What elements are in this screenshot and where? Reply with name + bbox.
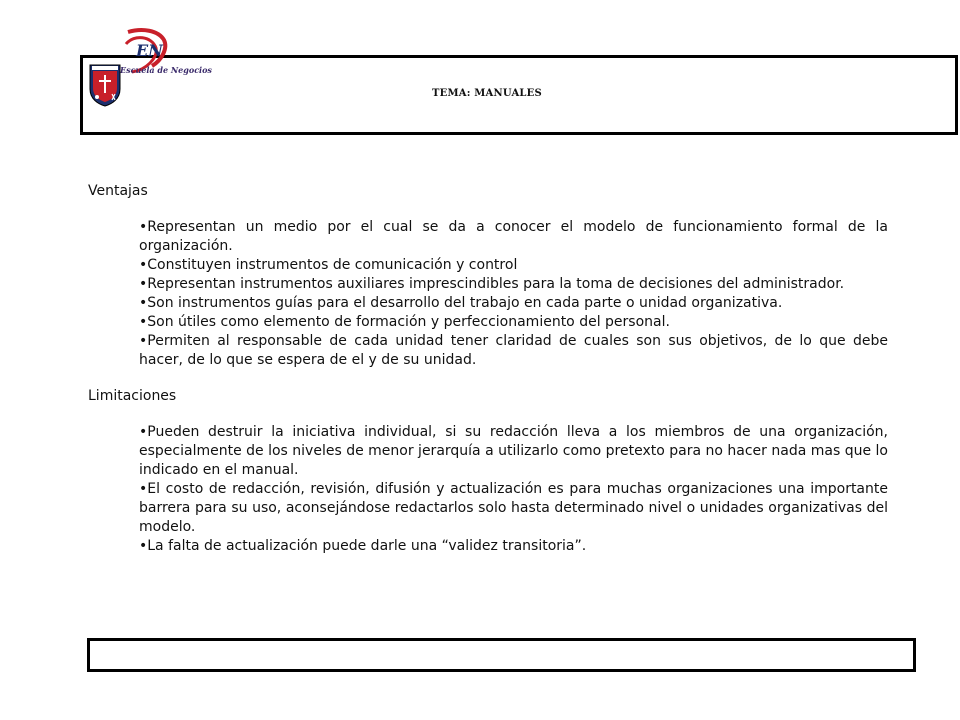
logo-text: Escuela de Negocios bbox=[120, 65, 212, 75]
list-item: •Son instrumentos guías para el desarrollo del trabajo en cada parte o unidad organizativa. bbox=[139, 295, 783, 311]
section-heading-limitaciones: Limitaciones bbox=[88, 388, 177, 404]
list-item: •Pueden destruir la iniciativa individual, si su redacción lleva a los miembros de una organización, especialmente de los niveles de menor jerarquía a utilizarlo como pretexto para no hacer nada mas que lo indicado en el manual. bbox=[139, 424, 888, 478]
list-item: •Son útiles como elemento de formación y perfeccionamiento del personal. bbox=[139, 314, 670, 330]
list-item: •Representan instrumentos auxiliares imprescindibles para la toma de decisiones del administrador. bbox=[139, 276, 845, 292]
ventajas-list bbox=[139, 218, 888, 370]
page-title: TEMA: MANUALES bbox=[432, 88, 542, 99]
list-item: •La falta de actualización puede darle una “validez transitoria”. bbox=[139, 538, 587, 554]
list-item: •Permiten al responsable de cada unidad tener claridad de cuales son sus objetivos, de lo que debe hacer, de lo que se espera de el y de su unidad. bbox=[139, 333, 888, 368]
section-heading-ventajas: Ventajas bbox=[88, 183, 148, 199]
list-item: •Constituyen instrumentos de comunicación y control bbox=[139, 257, 518, 273]
limitaciones-list bbox=[139, 423, 888, 556]
footer-box bbox=[87, 638, 916, 672]
shield-emblem-icon bbox=[88, 63, 122, 107]
list-item: •El costo de redacción, revisión, difusión y actualización es para muchas organizaciones una importante barrera para su uso, aconsejándose redactarlos solo hasta determinado nivel o unidades organizativas del modelo. bbox=[139, 481, 888, 535]
list-item: •Representan un medio por el cual se da a conocer el modelo de funcionamiento formal de la organización. bbox=[139, 219, 888, 254]
logo-initials: EN bbox=[136, 41, 163, 60]
document-body bbox=[88, 182, 888, 573]
